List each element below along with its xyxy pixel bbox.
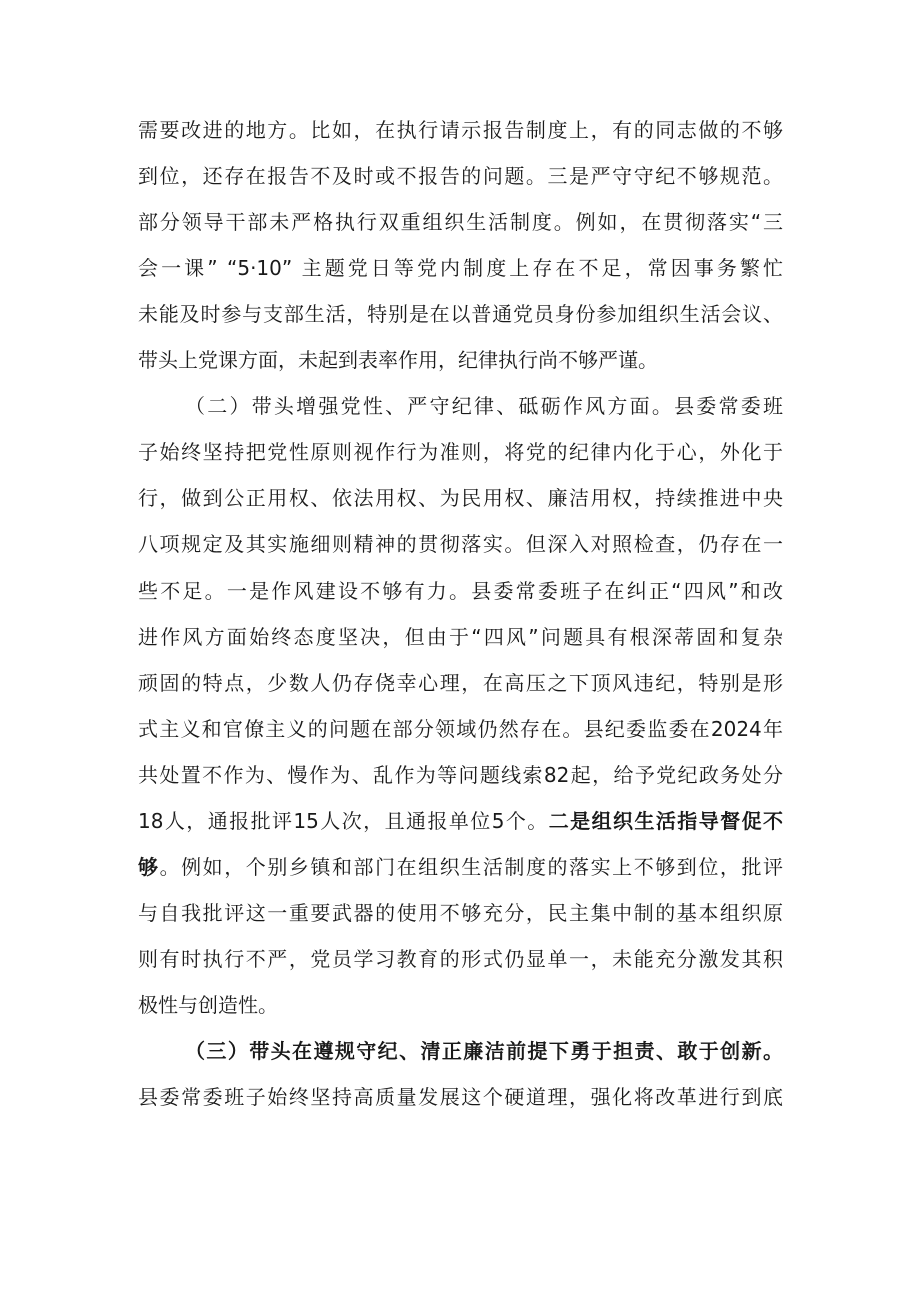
text-segment: 顽固的特点，少数人仍存侥幸心理，在高压之下顶风违纪，特别是形 xyxy=(138,670,783,695)
text-line xyxy=(138,755,783,795)
text-line xyxy=(138,709,783,749)
text-segment: 部分领导干部未严格执行双重组织生活制度。例如，在贯彻落实“三 xyxy=(138,210,783,235)
text-segment: 子始终坚持把党性原则视作行为准则，将党的纪律内化于心，外化于 xyxy=(138,440,783,465)
text-segment: 八项规定及其实施细则精神的贯彻落实。但深入对照检查，仍存在一 xyxy=(138,532,783,557)
text-segment: 些不足。一是作风建设不够有力。县委常委班子在纠正“四风”和改 xyxy=(138,578,783,603)
text-line xyxy=(138,478,783,518)
text-segment: 县委常委班子始终坚持高质量发展这个硬道理，强化将改革进行到底 xyxy=(138,1085,783,1110)
text-segment: 则有时执行不严，党员学习教育的形式仍显单一，未能充分激发其积 xyxy=(138,946,783,971)
text-line xyxy=(138,340,783,380)
text-segment: 共处置不作为、慢作为、乱作为等问题线索82起，给予党纪政务处分 xyxy=(138,762,783,787)
text-line xyxy=(138,156,783,196)
text-segment: 会一课” “5·10” 主题党日等党内制度上存在不足，常因事务繁忙 xyxy=(138,256,783,281)
text-line xyxy=(138,1077,783,1117)
text-line xyxy=(138,663,783,703)
text-segment: 到位，还存在报告不及时或不报告的问题。三是严守守纪不够规范。 xyxy=(138,164,783,189)
text-line xyxy=(138,893,783,933)
text-line xyxy=(138,847,783,887)
text-line xyxy=(138,202,783,242)
text-line xyxy=(138,432,783,472)
text-segment: 未能及时参与支部生活，特别是在以普通党员身份参加组织生活会议、 xyxy=(138,302,783,327)
text-segment: 18人，通报批评15人次，且通报单位5个。 xyxy=(138,808,549,833)
text-segment: 需要改进的地方。比如，在执行请示报告制度上，有的同志做的不够 xyxy=(138,118,783,142)
text-line xyxy=(138,985,783,1025)
text-line xyxy=(138,248,783,288)
bold-text-segment: 二是组织生活指导督促不 xyxy=(548,808,783,833)
text-line xyxy=(138,524,783,564)
text-line xyxy=(138,294,783,334)
text-line xyxy=(185,1031,783,1071)
text-segment: 极性与创造性。 xyxy=(138,992,278,1017)
text-segment: 与自我批评这一重要武器的使用不够充分，民主集中制的基本组织原 xyxy=(138,900,783,925)
text-line xyxy=(138,939,783,979)
text-line xyxy=(138,801,783,841)
text-line xyxy=(138,617,783,657)
text-segment: 行，做到公正用权、依法用权、为民用权、廉洁用权，持续推进中央 xyxy=(138,486,783,511)
text-segment: 。例如，个别乡镇和部门在组织生活制度的落实上不够到位，批评 xyxy=(159,854,783,879)
text-segment: 带头上党课方面，未起到表率作用，纪律执行尚不够严谨。 xyxy=(138,348,658,373)
text-line xyxy=(185,386,783,426)
text-segment: （二）带头增强党性、严守纪律、砥砺作风方面。县委常委班 xyxy=(185,394,783,419)
text-segment: 进作风方面始终态度坚决，但由于“四风”问题具有根深蒂固和复杂 xyxy=(138,624,783,649)
bold-text-segment: 够 xyxy=(138,854,160,879)
bold-text-segment: （三）带头在遵规守纪、清正廉洁前提下勇于担责、敢于创新。 xyxy=(185,1039,783,1063)
text-line xyxy=(138,571,783,611)
text-segment: 式主义和官僚主义的问题在部分领域仍然存在。县纪委监委在2024年 xyxy=(138,716,783,741)
text-line xyxy=(138,110,783,150)
